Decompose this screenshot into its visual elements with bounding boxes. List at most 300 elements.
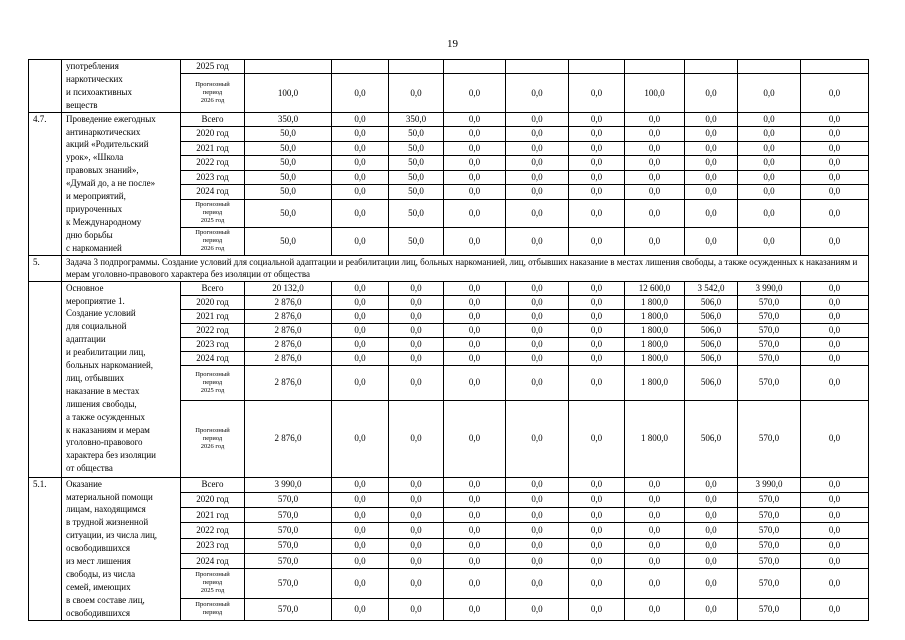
- value-cell: 0,0: [389, 538, 444, 553]
- value-cell: 0,0: [332, 553, 389, 568]
- value-cell: 570,0: [245, 598, 332, 620]
- value-cell: 0,0: [389, 569, 444, 598]
- value-cell: 0,0: [625, 156, 685, 171]
- value-cell: 570,0: [245, 569, 332, 598]
- value-cell: 0,0: [506, 170, 569, 185]
- task-description: Задача 3 подпрограммы. Создание условий для социальной адаптации и реабилитации лиц, больных наркоманией, лиц, отбывших наказание в местах лишения свободы, а также осужденных к наказаниям и мерам уголовно-правового характера без изоляции от общества: [62, 255, 869, 281]
- value-cell: 0,0: [444, 492, 506, 507]
- value-cell: 0,0: [506, 141, 569, 156]
- value-cell: 0,0: [801, 598, 869, 620]
- value-cell: 0,0: [801, 323, 869, 337]
- value-cell: 50,0: [389, 199, 444, 227]
- value-cell: 570,0: [245, 553, 332, 568]
- value-cell: 0,0: [444, 538, 506, 553]
- value-cell: 570,0: [738, 523, 801, 538]
- value-cell: 570,0: [245, 492, 332, 507]
- value-cell: 0,0: [332, 538, 389, 553]
- value-cell: 0,0: [569, 351, 625, 365]
- value-cell: 0,0: [444, 351, 506, 365]
- value-cell: 0,0: [685, 156, 738, 171]
- value-cell: 0,0: [444, 170, 506, 185]
- value-cell: 570,0: [245, 508, 332, 523]
- value-cell: 0,0: [625, 598, 685, 620]
- value-cell: 3 542,0: [685, 281, 738, 295]
- value-cell: 0,0: [625, 112, 685, 127]
- value-cell: 0,0: [569, 199, 625, 227]
- value-cell: 570,0: [738, 295, 801, 309]
- value-cell: [245, 60, 332, 74]
- value-cell: 0,0: [685, 598, 738, 620]
- value-cell: 20 132,0: [245, 281, 332, 295]
- value-cell: 0,0: [444, 309, 506, 323]
- value-cell: 0,0: [801, 199, 869, 227]
- value-cell: 0,0: [444, 112, 506, 127]
- value-cell: 0,0: [801, 351, 869, 365]
- value-cell: 0,0: [569, 477, 625, 492]
- value-cell: 506,0: [685, 365, 738, 400]
- value-cell: 0,0: [569, 281, 625, 295]
- value-cell: 1 800,0: [625, 337, 685, 351]
- table-row: [29, 477, 869, 492]
- value-cell: 0,0: [685, 569, 738, 598]
- value-cell: 0,0: [625, 477, 685, 492]
- value-cell: 0,0: [625, 538, 685, 553]
- period-cell: 2022 год: [181, 523, 245, 538]
- period-cell: 2023 год: [181, 170, 245, 185]
- value-cell: 0,0: [444, 74, 506, 112]
- value-cell: 570,0: [738, 309, 801, 323]
- value-cell: 0,0: [801, 127, 869, 142]
- value-cell: 50,0: [389, 141, 444, 156]
- value-cell: 0,0: [332, 337, 389, 351]
- value-cell: 0,0: [444, 227, 506, 255]
- value-cell: 0,0: [389, 598, 444, 620]
- value-cell: 2 876,0: [245, 295, 332, 309]
- value-cell: 0,0: [569, 365, 625, 400]
- value-cell: 0,0: [685, 538, 738, 553]
- value-cell: 0,0: [801, 281, 869, 295]
- value-cell: 0,0: [506, 553, 569, 568]
- value-cell: 3 990,0: [245, 477, 332, 492]
- period-cell: 2024 год: [181, 553, 245, 568]
- value-cell: 0,0: [332, 185, 389, 200]
- value-cell: 0,0: [801, 477, 869, 492]
- value-cell: 0,0: [389, 281, 444, 295]
- period-cell: 2024 год: [181, 351, 245, 365]
- value-cell: 0,0: [506, 351, 569, 365]
- value-cell: 570,0: [738, 365, 801, 400]
- value-cell: 0,0: [444, 553, 506, 568]
- value-cell: 0,0: [625, 492, 685, 507]
- value-cell: 570,0: [738, 400, 801, 477]
- value-cell: 506,0: [685, 295, 738, 309]
- value-cell: [332, 60, 389, 74]
- value-cell: 0,0: [506, 74, 569, 112]
- value-cell: 0,0: [332, 141, 389, 156]
- value-cell: 0,0: [685, 141, 738, 156]
- value-cell: 0,0: [389, 400, 444, 477]
- value-cell: 0,0: [332, 492, 389, 507]
- value-cell: 0,0: [506, 365, 569, 400]
- value-cell: 0,0: [444, 365, 506, 400]
- value-cell: 0,0: [506, 538, 569, 553]
- value-cell: 0,0: [389, 337, 444, 351]
- value-cell: 2 876,0: [245, 323, 332, 337]
- value-cell: 0,0: [332, 523, 389, 538]
- value-cell: 0,0: [444, 598, 506, 620]
- period-cell: Всего: [181, 281, 245, 295]
- value-cell: 1 800,0: [625, 295, 685, 309]
- value-cell: 570,0: [738, 492, 801, 507]
- value-cell: 50,0: [245, 227, 332, 255]
- value-cell: 50,0: [245, 170, 332, 185]
- value-cell: 0,0: [332, 281, 389, 295]
- value-cell: 1 800,0: [625, 351, 685, 365]
- value-cell: 0,0: [389, 323, 444, 337]
- value-cell: 570,0: [738, 598, 801, 620]
- value-cell: 50,0: [245, 141, 332, 156]
- value-cell: [738, 60, 801, 74]
- table-row: [29, 60, 869, 74]
- value-cell: [801, 60, 869, 74]
- value-cell: 50,0: [389, 185, 444, 200]
- value-cell: 0,0: [738, 170, 801, 185]
- value-cell: 0,0: [332, 227, 389, 255]
- value-cell: 0,0: [506, 598, 569, 620]
- value-cell: 0,0: [569, 170, 625, 185]
- value-cell: 0,0: [738, 141, 801, 156]
- value-cell: 506,0: [685, 351, 738, 365]
- activity-name: Проведение ежегодных антинаркотических акций «Родительский урок», «Школа правовых знаний», «Думай до, а не после» и мероприятий, приуроченных к Международному дню борьбы с наркоманией: [62, 112, 181, 255]
- table-row: [29, 281, 869, 295]
- value-cell: 0,0: [332, 598, 389, 620]
- value-cell: 0,0: [506, 199, 569, 227]
- value-cell: 2 876,0: [245, 351, 332, 365]
- value-cell: 1 800,0: [625, 400, 685, 477]
- value-cell: 0,0: [332, 170, 389, 185]
- period-cell: 2021 год: [181, 508, 245, 523]
- period-cell: 2023 год: [181, 337, 245, 351]
- value-cell: 0,0: [332, 127, 389, 142]
- value-cell: 0,0: [444, 477, 506, 492]
- value-cell: 12 600,0: [625, 281, 685, 295]
- value-cell: 0,0: [569, 127, 625, 142]
- value-cell: 0,0: [738, 127, 801, 142]
- value-cell: 506,0: [685, 309, 738, 323]
- value-cell: 0,0: [332, 199, 389, 227]
- value-cell: 0,0: [506, 337, 569, 351]
- value-cell: 0,0: [389, 295, 444, 309]
- value-cell: 0,0: [569, 323, 625, 337]
- period-cell: Всего: [181, 112, 245, 127]
- value-cell: 0,0: [569, 400, 625, 477]
- period-cell: 2020 год: [181, 492, 245, 507]
- value-cell: 0,0: [332, 323, 389, 337]
- value-cell: [506, 60, 569, 74]
- value-cell: 0,0: [685, 199, 738, 227]
- value-cell: 50,0: [389, 227, 444, 255]
- budget-table: [28, 59, 869, 621]
- period-cell: 2022 год: [181, 156, 245, 171]
- value-cell: 0,0: [625, 185, 685, 200]
- value-cell: [625, 60, 685, 74]
- value-cell: 0,0: [389, 351, 444, 365]
- activity-name: Основное мероприятие 1. Создание условий для социальной адаптации и реабилитации лиц, больных наркоманией, лиц, отбывших наказание в местах лишения свободы, а также осужденных к наказаниям и мерам уголовно-правового характера без изоляции от общества: [62, 281, 181, 477]
- value-cell: 0,0: [506, 295, 569, 309]
- value-cell: 0,0: [389, 74, 444, 112]
- value-cell: 0,0: [506, 508, 569, 523]
- value-cell: 0,0: [685, 112, 738, 127]
- period-cell: Прогнозный период: [181, 598, 245, 620]
- value-cell: 3 990,0: [738, 281, 801, 295]
- value-cell: 0,0: [685, 185, 738, 200]
- value-cell: 570,0: [738, 337, 801, 351]
- value-cell: 0,0: [444, 323, 506, 337]
- value-cell: 506,0: [685, 323, 738, 337]
- activity-name: Оказание материальной помощи лицам, находящимся в трудной жизненной ситуации, из числа лиц, освободившихся из мест лишения свободы, из числа семей, имеющих в своем составе лиц, освободившихся: [62, 477, 181, 620]
- page-number: 19: [447, 38, 458, 50]
- value-cell: 1 800,0: [625, 309, 685, 323]
- value-cell: 0,0: [738, 156, 801, 171]
- value-cell: 0,0: [389, 477, 444, 492]
- value-cell: 0,0: [569, 185, 625, 200]
- row-number: 5.: [29, 255, 62, 281]
- value-cell: 0,0: [569, 538, 625, 553]
- value-cell: 0,0: [738, 74, 801, 112]
- value-cell: 0,0: [801, 227, 869, 255]
- value-cell: 0,0: [506, 323, 569, 337]
- value-cell: 0,0: [685, 227, 738, 255]
- value-cell: 0,0: [801, 141, 869, 156]
- value-cell: 0,0: [332, 508, 389, 523]
- value-cell: 0,0: [332, 295, 389, 309]
- value-cell: 0,0: [444, 523, 506, 538]
- value-cell: 2 876,0: [245, 309, 332, 323]
- value-cell: 0,0: [332, 400, 389, 477]
- value-cell: 0,0: [625, 523, 685, 538]
- activity-name: употребления наркотических и психоактивных веществ: [62, 60, 181, 113]
- value-cell: 0,0: [625, 569, 685, 598]
- value-cell: 0,0: [625, 227, 685, 255]
- value-cell: 0,0: [444, 295, 506, 309]
- value-cell: 0,0: [569, 112, 625, 127]
- value-cell: 570,0: [738, 351, 801, 365]
- value-cell: 0,0: [506, 156, 569, 171]
- value-cell: 0,0: [506, 185, 569, 200]
- value-cell: 0,0: [569, 553, 625, 568]
- value-cell: 0,0: [569, 74, 625, 112]
- value-cell: 0,0: [506, 281, 569, 295]
- period-cell: Всего: [181, 477, 245, 492]
- value-cell: 0,0: [738, 185, 801, 200]
- value-cell: 0,0: [506, 112, 569, 127]
- table-row: [29, 112, 869, 127]
- period-cell: Прогнозный период 2025 год: [181, 365, 245, 400]
- row-number: 5.1.: [29, 477, 62, 620]
- value-cell: 0,0: [685, 523, 738, 538]
- value-cell: 0,0: [569, 508, 625, 523]
- value-cell: 0,0: [444, 400, 506, 477]
- value-cell: 0,0: [569, 295, 625, 309]
- value-cell: [444, 60, 506, 74]
- value-cell: 50,0: [245, 127, 332, 142]
- value-cell: 0,0: [389, 553, 444, 568]
- value-cell: 570,0: [738, 553, 801, 568]
- value-cell: 0,0: [506, 492, 569, 507]
- task-row: [29, 255, 869, 281]
- value-cell: 0,0: [332, 477, 389, 492]
- value-cell: 2 876,0: [245, 365, 332, 400]
- value-cell: 50,0: [245, 156, 332, 171]
- period-cell: 2022 год: [181, 323, 245, 337]
- value-cell: 0,0: [801, 185, 869, 200]
- value-cell: 0,0: [801, 492, 869, 507]
- value-cell: 0,0: [569, 492, 625, 507]
- value-cell: 0,0: [389, 492, 444, 507]
- value-cell: 0,0: [625, 127, 685, 142]
- value-cell: 100,0: [625, 74, 685, 112]
- value-cell: 1 800,0: [625, 323, 685, 337]
- value-cell: 0,0: [738, 227, 801, 255]
- period-cell: 2021 год: [181, 309, 245, 323]
- value-cell: 0,0: [738, 199, 801, 227]
- value-cell: 0,0: [569, 569, 625, 598]
- value-cell: 0,0: [801, 365, 869, 400]
- value-cell: 0,0: [332, 309, 389, 323]
- value-cell: 0,0: [506, 227, 569, 255]
- value-cell: 0,0: [389, 365, 444, 400]
- value-cell: 0,0: [444, 508, 506, 523]
- value-cell: 570,0: [738, 508, 801, 523]
- value-cell: 570,0: [245, 538, 332, 553]
- value-cell: 0,0: [685, 170, 738, 185]
- value-cell: 0,0: [625, 508, 685, 523]
- value-cell: 0,0: [801, 309, 869, 323]
- value-cell: 0,0: [685, 492, 738, 507]
- value-cell: 350,0: [389, 112, 444, 127]
- value-cell: 0,0: [506, 477, 569, 492]
- value-cell: 0,0: [444, 337, 506, 351]
- value-cell: 0,0: [444, 281, 506, 295]
- period-cell: Прогнозный период 2026 год: [181, 400, 245, 477]
- value-cell: 0,0: [444, 185, 506, 200]
- period-cell: 2020 год: [181, 295, 245, 309]
- value-cell: 0,0: [444, 569, 506, 598]
- value-cell: 50,0: [389, 156, 444, 171]
- value-cell: 0,0: [801, 553, 869, 568]
- period-cell: 2025 год: [181, 60, 245, 74]
- value-cell: 0,0: [444, 127, 506, 142]
- value-cell: 0,0: [389, 508, 444, 523]
- value-cell: 0,0: [685, 553, 738, 568]
- value-cell: 0,0: [332, 351, 389, 365]
- value-cell: 0,0: [332, 112, 389, 127]
- value-cell: 50,0: [245, 199, 332, 227]
- period-cell: Прогнозный период 2025 год: [181, 199, 245, 227]
- value-cell: 0,0: [506, 127, 569, 142]
- value-cell: 0,0: [569, 141, 625, 156]
- value-cell: 0,0: [506, 309, 569, 323]
- value-cell: 2 876,0: [245, 400, 332, 477]
- period-cell: 2020 год: [181, 127, 245, 142]
- value-cell: 0,0: [685, 508, 738, 523]
- value-cell: 506,0: [685, 400, 738, 477]
- value-cell: 0,0: [685, 477, 738, 492]
- value-cell: 0,0: [801, 538, 869, 553]
- value-cell: 50,0: [245, 185, 332, 200]
- value-cell: 0,0: [801, 170, 869, 185]
- value-cell: 0,0: [332, 569, 389, 598]
- row-number: 4.7.: [29, 112, 62, 255]
- value-cell: 100,0: [245, 74, 332, 112]
- value-cell: 0,0: [569, 337, 625, 351]
- value-cell: 50,0: [389, 127, 444, 142]
- value-cell: [389, 60, 444, 74]
- value-cell: 0,0: [389, 309, 444, 323]
- value-cell: 0,0: [569, 523, 625, 538]
- value-cell: 0,0: [685, 74, 738, 112]
- value-cell: 0,0: [444, 156, 506, 171]
- value-cell: 0,0: [506, 400, 569, 477]
- value-cell: 0,0: [625, 170, 685, 185]
- row-number: [29, 281, 62, 477]
- value-cell: 1 800,0: [625, 365, 685, 400]
- value-cell: 0,0: [569, 156, 625, 171]
- value-cell: [685, 60, 738, 74]
- value-cell: [569, 60, 625, 74]
- value-cell: 0,0: [332, 74, 389, 112]
- value-cell: 0,0: [801, 337, 869, 351]
- value-cell: 0,0: [801, 156, 869, 171]
- value-cell: 0,0: [332, 365, 389, 400]
- value-cell: 570,0: [738, 323, 801, 337]
- value-cell: 350,0: [245, 112, 332, 127]
- value-cell: 0,0: [738, 112, 801, 127]
- period-cell: 2024 год: [181, 185, 245, 200]
- value-cell: 3 990,0: [738, 477, 801, 492]
- value-cell: 0,0: [332, 156, 389, 171]
- value-cell: 0,0: [801, 74, 869, 112]
- value-cell: 570,0: [245, 523, 332, 538]
- period-cell: 2021 год: [181, 141, 245, 156]
- period-cell: 2023 год: [181, 538, 245, 553]
- value-cell: 0,0: [569, 309, 625, 323]
- value-cell: 570,0: [738, 569, 801, 598]
- value-cell: 0,0: [506, 523, 569, 538]
- value-cell: 2 876,0: [245, 337, 332, 351]
- value-cell: 50,0: [389, 170, 444, 185]
- value-cell: 0,0: [801, 523, 869, 538]
- value-cell: 0,0: [625, 199, 685, 227]
- value-cell: 0,0: [444, 199, 506, 227]
- value-cell: 570,0: [738, 538, 801, 553]
- period-cell: Прогнозный период 2026 год: [181, 74, 245, 112]
- value-cell: 0,0: [569, 598, 625, 620]
- value-cell: 0,0: [506, 569, 569, 598]
- value-cell: 0,0: [444, 141, 506, 156]
- value-cell: 0,0: [801, 508, 869, 523]
- period-cell: Прогнозный период 2026 год: [181, 227, 245, 255]
- value-cell: 0,0: [801, 112, 869, 127]
- value-cell: 0,0: [569, 227, 625, 255]
- period-cell: Прогнозный период 2025 год: [181, 569, 245, 598]
- row-number: [29, 60, 62, 113]
- value-cell: 0,0: [801, 295, 869, 309]
- value-cell: 0,0: [625, 141, 685, 156]
- value-cell: 0,0: [389, 523, 444, 538]
- value-cell: 0,0: [801, 400, 869, 477]
- value-cell: 0,0: [801, 569, 869, 598]
